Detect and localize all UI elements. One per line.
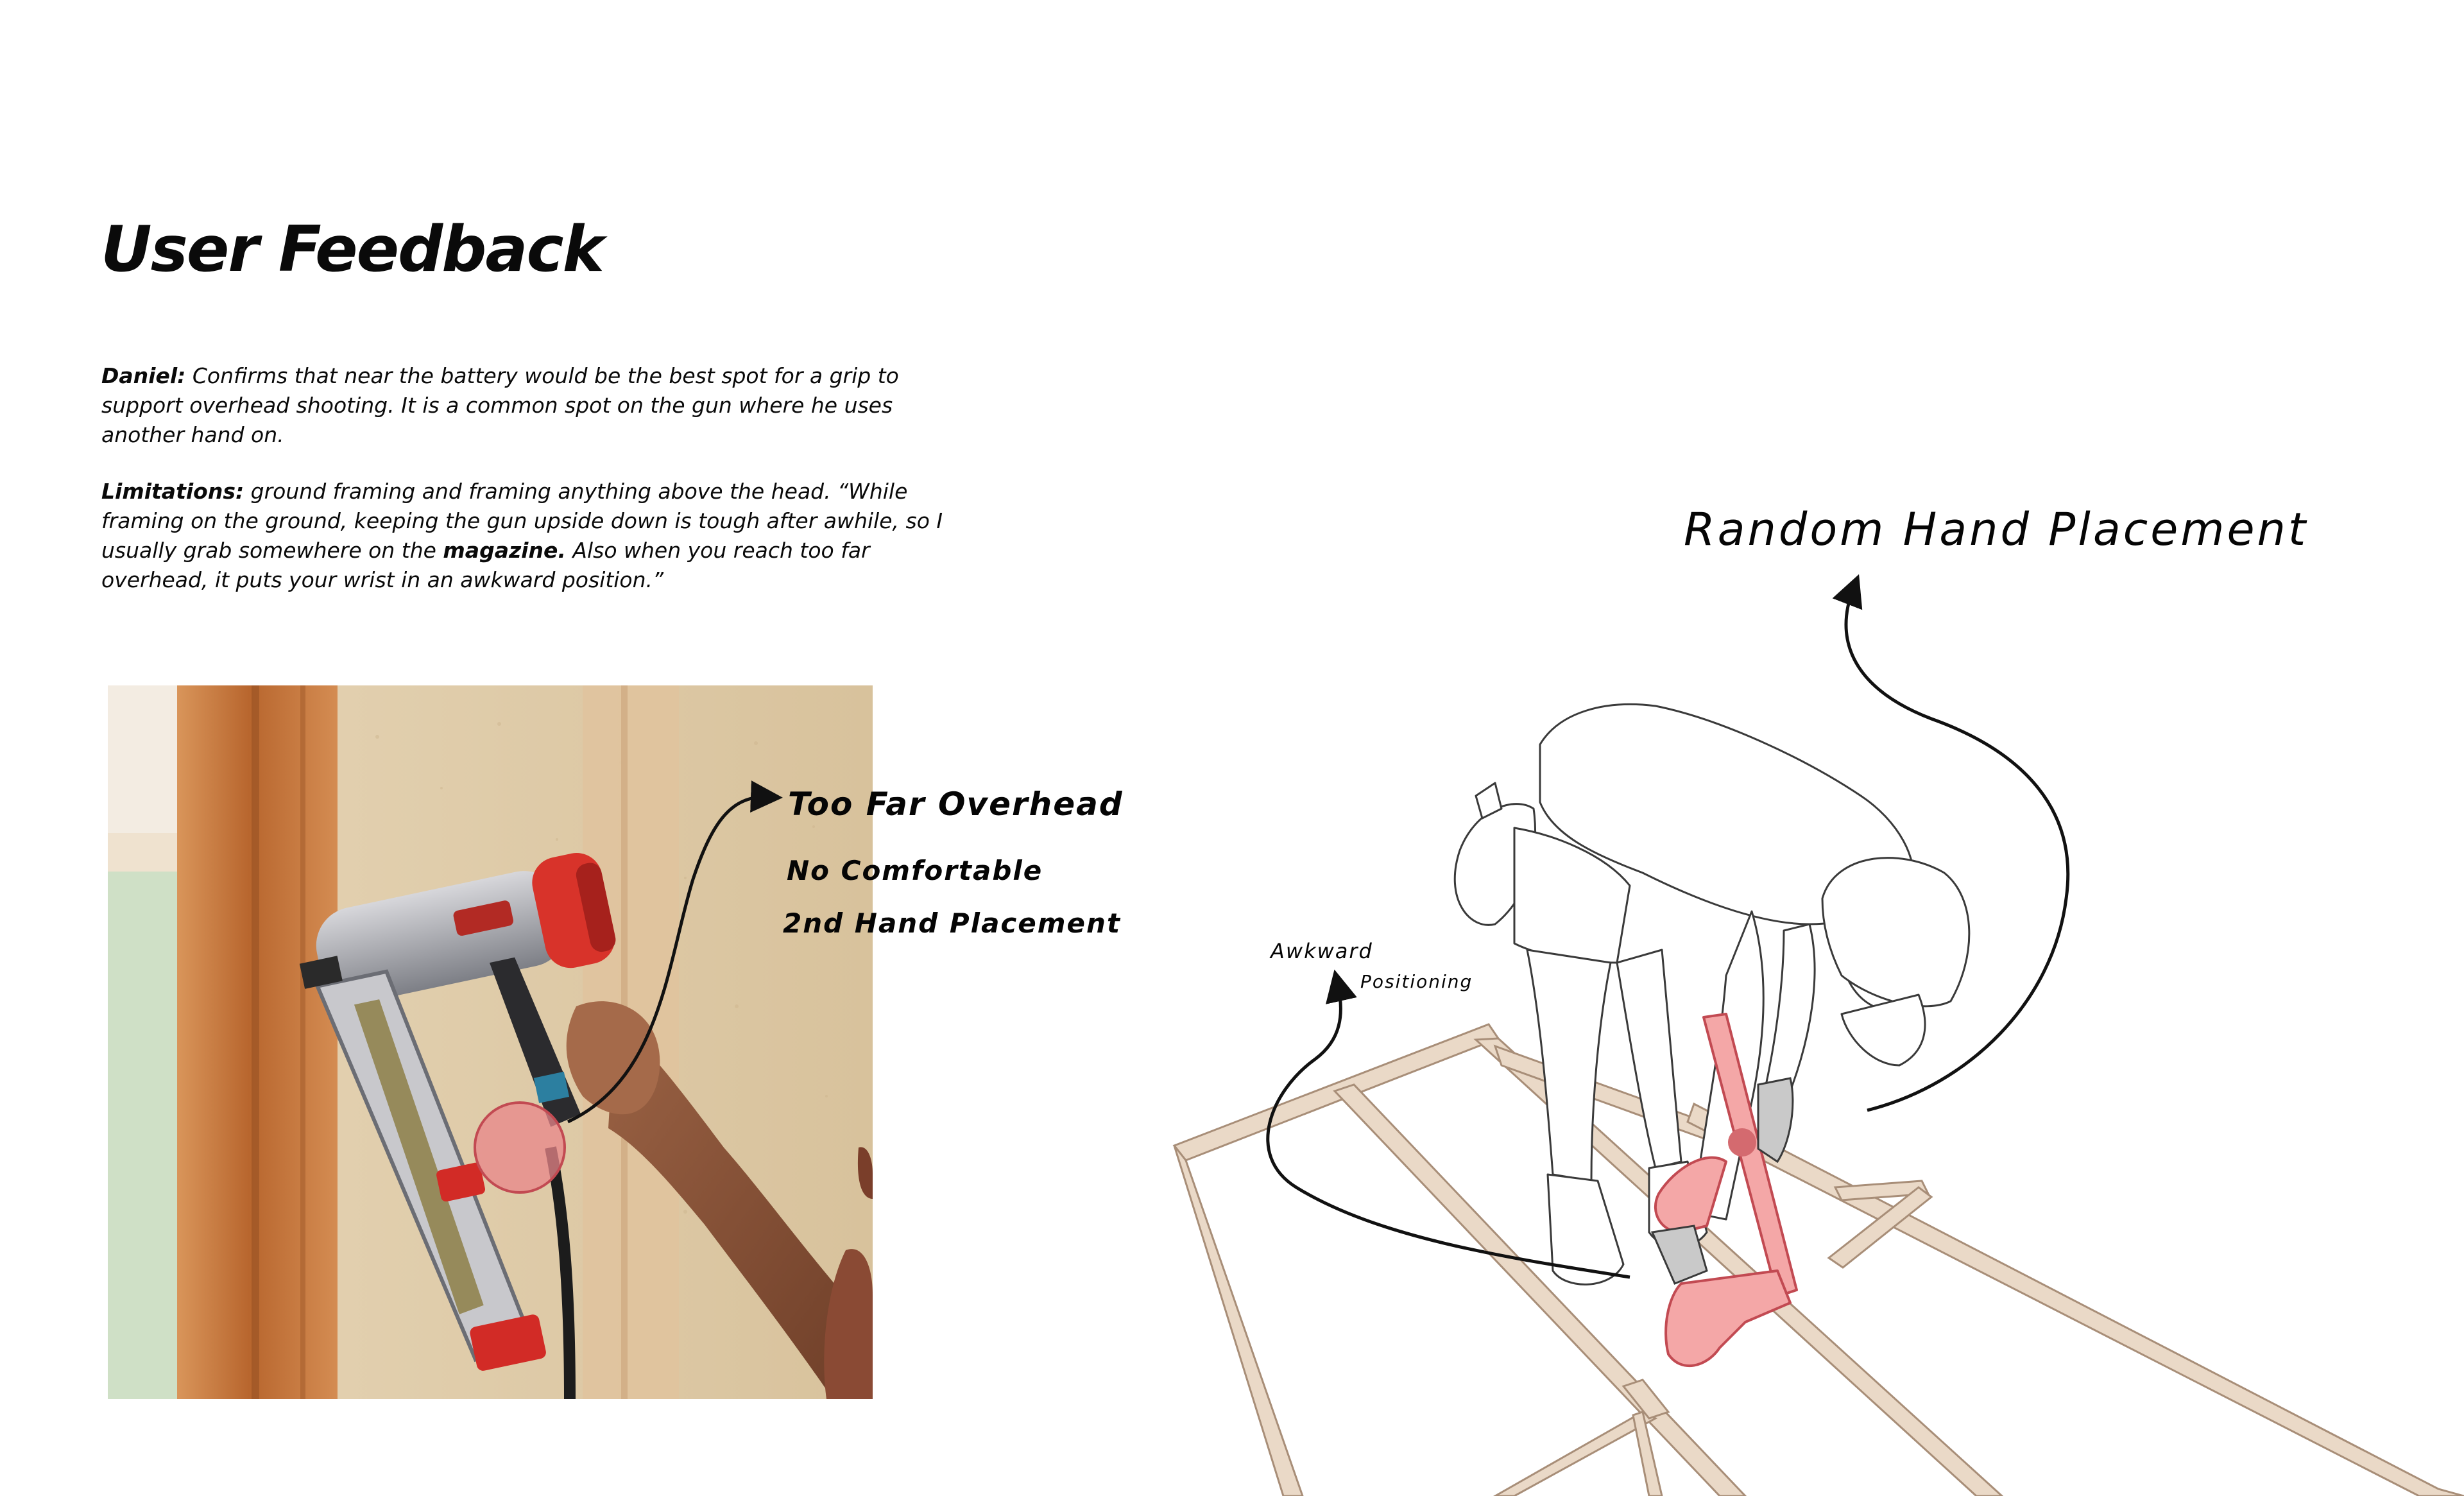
floor-frame xyxy=(1174,1024,2464,1496)
note-second-hand-placement: 2nd Hand Placement xyxy=(783,907,1122,939)
worker-figure xyxy=(1455,705,1969,1285)
arrow-awkward xyxy=(1268,985,1630,1277)
feedback-limitations-emphasis: magazine. xyxy=(443,538,566,563)
nail-gun-highlight xyxy=(1656,1014,1797,1366)
feedback-limitations-label: Limitations: xyxy=(101,479,244,504)
feedback-daniel-label: Daniel: xyxy=(101,363,186,388)
feedback-limitations-text-after: Also when you reach too far overhead, it puts your wrist in an awkward position.” xyxy=(101,538,870,592)
feedback-limitations xyxy=(101,477,955,595)
note-no-comfortable: No Comfortable xyxy=(787,855,1043,886)
feedback-limitations-text-before: ground framing and framing anything above the head. “While framing on the ground, keeping the gun upside down is tough after awhile, so I usually grab somewhere on the xyxy=(101,479,943,563)
overhead-nailing-photo xyxy=(108,685,873,1399)
note-random-hand-placement: Random Hand Placement xyxy=(1684,503,2309,556)
feedback-daniel xyxy=(101,361,955,450)
note-positioning: Positioning xyxy=(1360,971,1473,992)
grip-marker-icon xyxy=(475,1103,565,1192)
page-title: User Feedback xyxy=(101,213,603,286)
glove xyxy=(1652,1078,1793,1284)
arrow-random-hand xyxy=(1846,589,2068,1110)
feedback-daniel-text: Confirms that near the battery would be the best spot for a grip to support overhead shooting. It is a common spot on the gun where he uses another hand on. xyxy=(101,363,899,447)
note-too-far-overhead: Too Far Overhead xyxy=(788,786,1124,823)
note-awkward: Awkward xyxy=(1270,939,1373,963)
